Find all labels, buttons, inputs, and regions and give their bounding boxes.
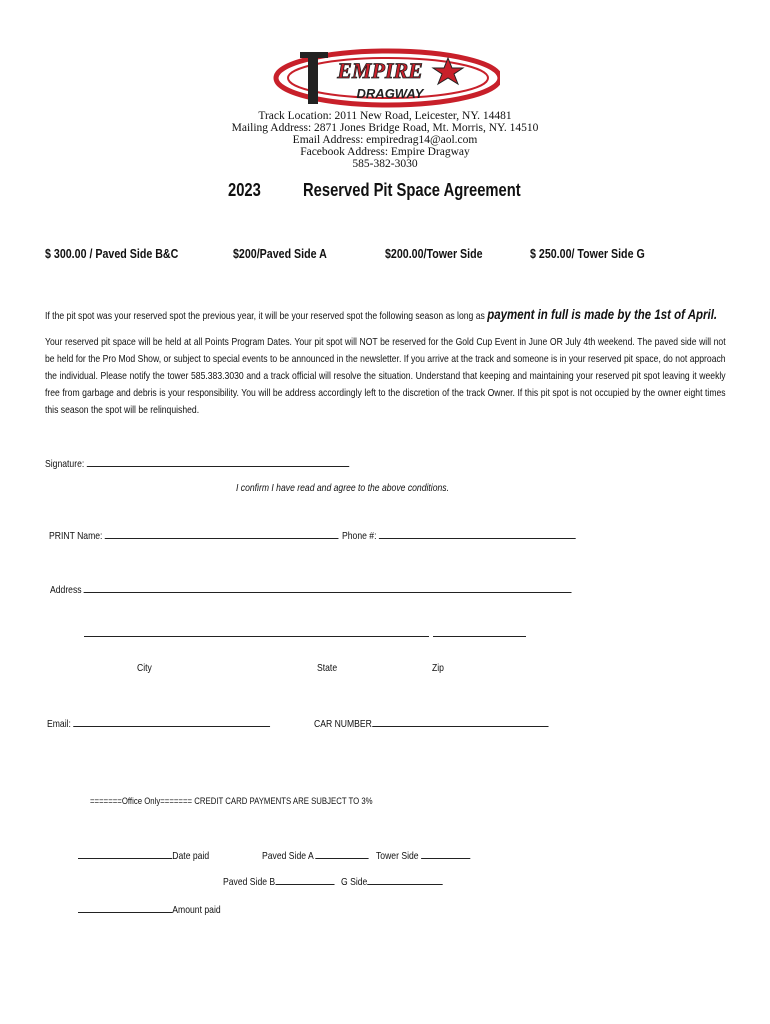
amount-paid-row (78, 902, 221, 916)
intro-sentence: If the pit spot was your reserved spot the previous year, it will be your reserved spot the following season as long as (45, 310, 485, 322)
email-address: Email Address: empiredrag14@aol.com (292, 134, 478, 146)
tower-side-label: Tower Side (376, 850, 419, 862)
date-paid-field[interactable] (78, 848, 172, 859)
mailing-address: Mailing Address: 2871 Jones Bridge Road, Mt. Morris, NY. 14510 (231, 122, 539, 134)
office-only-header: =======Office Only======= CREDIT CARD PAYMENTS ARE SUBJECT TO 3% (90, 796, 373, 807)
city-state-field[interactable] (84, 636, 429, 637)
amount-paid-label: Amount paid (172, 904, 221, 916)
tower-side-row (376, 848, 470, 862)
empire-dragway-logo (260, 48, 500, 108)
signature-field[interactable] (87, 456, 349, 467)
price-paved-bc: $ 300.00 / Paved Side B&C (45, 246, 179, 261)
date-paid-row (78, 848, 209, 862)
g-side-field[interactable] (367, 874, 442, 885)
address-label: Address (50, 584, 82, 596)
address-row (50, 582, 572, 596)
email-label: Email: (47, 718, 71, 730)
zip-label: Zip (432, 662, 444, 674)
email-field[interactable] (73, 716, 270, 727)
track-location: Track Location: 2011 New Road, Leicester, NY. 14481 (258, 110, 512, 122)
svg-text:DRAGWAY: DRAGWAY (356, 86, 424, 101)
car-number-field[interactable] (372, 716, 548, 727)
price-tower-side-g: $ 250.00/ Tower Side G (530, 246, 645, 261)
car-number-row (314, 716, 548, 730)
logo-graphic (260, 48, 500, 108)
print-name-row (49, 528, 339, 542)
price-tower-side: $200.00/Tower Side (385, 246, 483, 261)
intro-emphasis: payment in full is made by the 1st of April. (487, 306, 718, 322)
print-name-field[interactable] (105, 528, 339, 539)
paved-side-a-label: Paved Side A (262, 850, 314, 862)
g-side-label: G Side (341, 876, 368, 888)
email-row (47, 716, 270, 730)
agreement-title: Reserved Pit Space Agreement (303, 180, 521, 200)
terms-paragraph: Your reserved pit space will be held at all Points Program Dates. Your pit spot will NOT be reserved for the Gold Cup Event in June OR July 4th weekend. The paved side will not be held for the Pro Mod Show, or subject to special events to be announced in the newsletter. If you arrive at the track and someone is in your reserved pit space, do not approach the individual. Please notify the tower 585.383.3030 and a track official will resolve the situation. Understand that keeping and maintaining your reserved pit spot leaving it weekly free from garbage and debris is your responsibility. You will be address accordingly left to the discretion of the track Owner. If this pit spot is not occupied by the owner eight times this season the spot will be relinquished. (45, 336, 726, 416)
g-side-row (341, 874, 443, 888)
intro-text (45, 306, 717, 322)
tower-side-field[interactable] (421, 848, 470, 859)
phone-field[interactable] (379, 528, 576, 539)
zip-field[interactable] (433, 636, 526, 637)
signature-label: Signature: (45, 458, 85, 470)
phone-number: 585-382-3030 (352, 158, 418, 170)
svg-text:EMPIRE: EMPIRE (337, 58, 423, 83)
date-paid-label: Date paid (172, 850, 210, 862)
price-paved-a: $200/Paved Side A (233, 246, 327, 261)
print-name-label: PRINT Name: (49, 530, 103, 542)
phone-row (342, 528, 576, 542)
paved-side-b-row (223, 874, 334, 888)
paved-side-b-field[interactable] (275, 874, 334, 885)
paved-side-a-row (262, 848, 369, 862)
confirm-text: I confirm I have read and agree to the above conditions. (236, 482, 449, 494)
city-label: City (137, 662, 152, 674)
address-field[interactable] (84, 582, 572, 593)
car-number-label: CAR NUMBER (314, 718, 372, 730)
signature-row (45, 456, 349, 470)
phone-label: Phone #: (342, 530, 377, 542)
amount-paid-field[interactable] (78, 902, 172, 913)
paved-side-a-field[interactable] (316, 848, 369, 859)
paved-side-b-label: Paved Side B (223, 876, 276, 888)
agreement-year: 2023 (228, 180, 261, 200)
facebook-address: Facebook Address: Empire Dragway (300, 146, 470, 158)
state-label: State (317, 662, 338, 674)
